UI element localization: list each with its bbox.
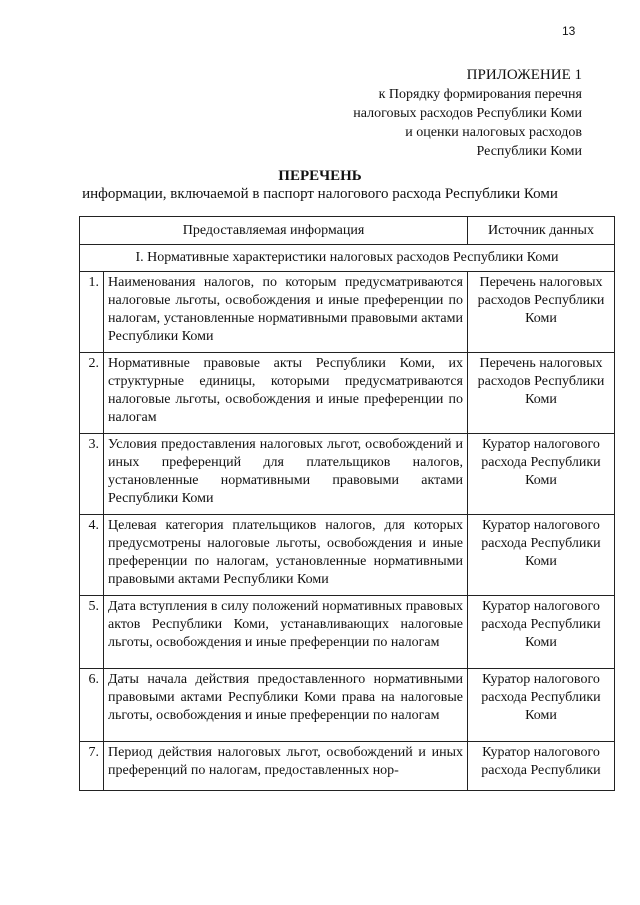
information-table <box>79 216 615 791</box>
row-info: Даты начала действия предоставленного нормативными правовыми актами Республики Коми права на налоговые льготы, освобождения и иные преференции по налогам <box>104 669 468 742</box>
row-source: Куратор налогового расхода Республики Коми <box>468 434 615 515</box>
row-source: Куратор налогового расхода Республики Коми <box>468 596 615 669</box>
section-row <box>80 245 615 272</box>
appendix-block <box>353 66 582 161</box>
row-source: Перечень налоговых расходов Республики Коми <box>468 272 615 353</box>
header-info: Предоставляемая информация <box>80 217 468 245</box>
row-number: 6. <box>80 669 104 742</box>
appendix-line: и оценки налоговых расходов <box>405 125 582 140</box>
appendix-heading: ПРИЛОЖЕНИЕ 1 <box>466 67 582 83</box>
row-info: Целевая категория плательщиков налогов, для которых предусмотрены налоговые льготы, освобождения и иные преференции по налогам, установленные нормативными правовыми актами Республики Коми <box>104 515 468 596</box>
row-number: 1. <box>80 272 104 353</box>
row-number: 7. <box>80 742 104 791</box>
appendix-line: к Порядку формирования перечня <box>378 87 582 102</box>
row-source: Куратор налогового расхода Республики <box>468 742 615 791</box>
page-number: 13 <box>562 24 576 38</box>
table-row <box>80 434 615 515</box>
section-title: I. Нормативные характеристики налоговых расходов Республики Коми <box>80 245 615 272</box>
document-title: ПЕРЕЧЕНЬ <box>278 168 362 184</box>
row-number: 5. <box>80 596 104 669</box>
row-info: Условия предоставления налоговых льгот, освобождений и иных преференций для плательщиков налогов, установленные нормативными правовыми актами Республики Коми <box>104 434 468 515</box>
row-source: Куратор налогового расхода Республики Коми <box>468 669 615 742</box>
table-row <box>80 272 615 353</box>
row-number: 2. <box>80 353 104 434</box>
table-row <box>80 596 615 669</box>
table-row <box>80 515 615 596</box>
row-number: 4. <box>80 515 104 596</box>
header-source: Источник данных <box>468 217 615 245</box>
row-info: Наименования налогов, по которым предусматриваются налоговые льготы, освобождения и иные преференции по налогам, установленные нормативными правовыми актами Республики Коми <box>104 272 468 353</box>
table-row <box>80 742 615 791</box>
appendix-line: налоговых расходов Республики Коми <box>353 106 582 121</box>
row-info: Период действия налоговых льгот, освобождений и иных преференций по налогам, предоставленных нор- <box>104 742 468 791</box>
row-info: Дата вступления в силу положений нормативных правовых актов Республики Коми, устанавливающих налоговые льготы, освобождения и иные преференции по налогам <box>104 596 468 669</box>
document-subtitle: информации, включаемой в паспорт налогового расхода Республики Коми <box>82 186 558 202</box>
row-number: 3. <box>80 434 104 515</box>
table-row <box>80 669 615 742</box>
row-source: Куратор налогового расхода Республики Коми <box>468 515 615 596</box>
row-info: Нормативные правовые акты Республики Коми, их структурные единицы, которыми предусматриваются налоговые льготы, освобождения и иные преференции по налогам <box>104 353 468 434</box>
table-header-row <box>80 217 615 245</box>
table-row <box>80 353 615 434</box>
row-source: Перечень налоговых расходов Республики Коми <box>468 353 615 434</box>
appendix-line: Республики Коми <box>476 144 582 159</box>
